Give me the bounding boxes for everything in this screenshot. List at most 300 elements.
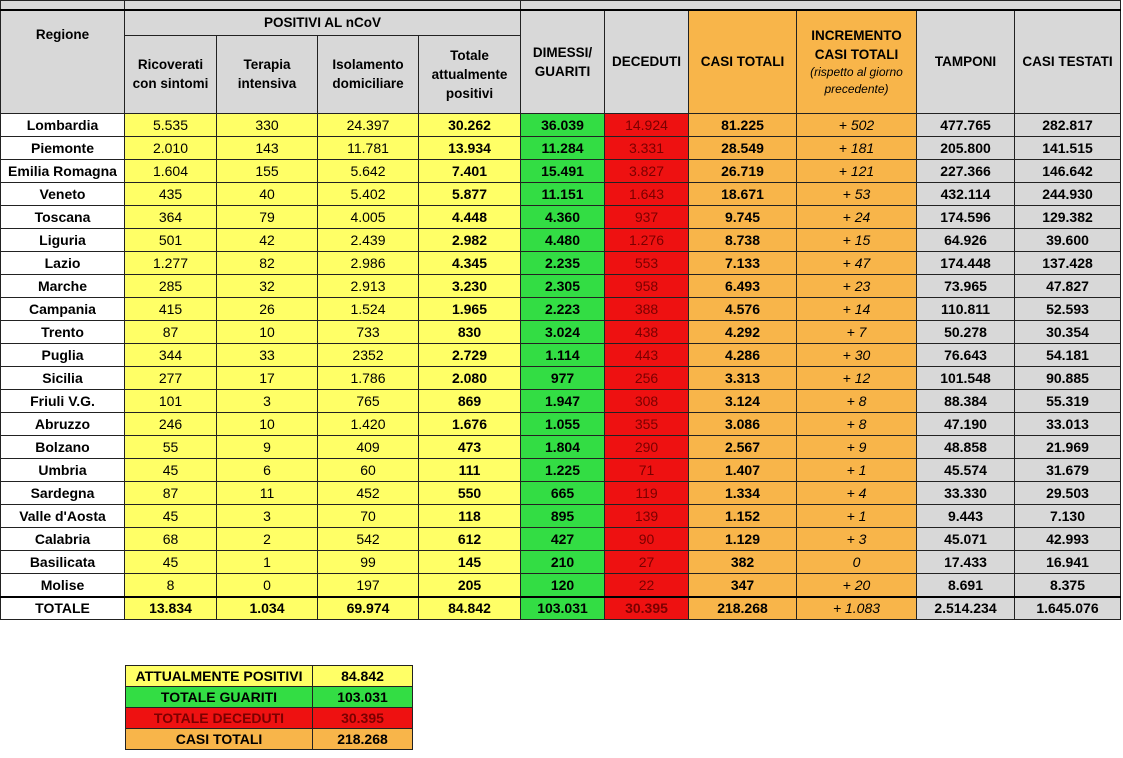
dimessi-cell: 895 bbox=[521, 504, 605, 527]
ricoverati-cell: 1.277 bbox=[125, 251, 217, 274]
totale-dimessi: 103.031 bbox=[521, 597, 605, 620]
deceduti-cell: 14.924 bbox=[605, 113, 689, 136]
tamponi-cell: 64.926 bbox=[917, 228, 1015, 251]
header-incremento-line2: CASI TOTALI bbox=[814, 46, 899, 62]
dimessi-cell: 427 bbox=[521, 527, 605, 550]
casi-totali-cell: 8.738 bbox=[689, 228, 797, 251]
totale-positivi-cell: 2.982 bbox=[419, 228, 521, 251]
deceduti-cell: 443 bbox=[605, 343, 689, 366]
ricoverati-cell: 55 bbox=[125, 435, 217, 458]
terapia-cell: 40 bbox=[217, 182, 318, 205]
header-positivi-group: POSITIVI AL nCoV bbox=[125, 10, 521, 35]
isolamento-cell: 11.781 bbox=[318, 136, 419, 159]
header-incremento bbox=[797, 10, 917, 113]
totale-positivi-cell: 1.965 bbox=[419, 297, 521, 320]
deceduti-cell: 553 bbox=[605, 251, 689, 274]
terapia-cell: 10 bbox=[217, 412, 318, 435]
header-totale-line3: positivi bbox=[445, 85, 494, 101]
incremento-cell: + 20 bbox=[797, 573, 917, 597]
totale-tamponi: 2.514.234 bbox=[917, 597, 1015, 620]
header-ricoverati-line1: Ricoverati bbox=[137, 57, 204, 72]
region-name: Puglia bbox=[1, 343, 125, 366]
casi-testati-cell: 282.817 bbox=[1015, 113, 1121, 136]
casi-testati-cell: 146.642 bbox=[1015, 159, 1121, 182]
casi-totali-cell: 1.334 bbox=[689, 481, 797, 504]
casi-totali-cell: 18.671 bbox=[689, 182, 797, 205]
isolamento-cell: 2.913 bbox=[318, 274, 419, 297]
table-row bbox=[1, 573, 1121, 597]
casi-testati-cell: 31.679 bbox=[1015, 458, 1121, 481]
ricoverati-cell: 68 bbox=[125, 527, 217, 550]
casi-testati-cell: 54.181 bbox=[1015, 343, 1121, 366]
totale-ricoverati: 13.834 bbox=[125, 597, 217, 620]
casi-totali-cell: 3.086 bbox=[689, 412, 797, 435]
deceduti-cell: 937 bbox=[605, 205, 689, 228]
incremento-cell: + 47 bbox=[797, 251, 917, 274]
table-row bbox=[1, 366, 1121, 389]
tamponi-cell: 227.366 bbox=[917, 159, 1015, 182]
totale-casi-totali: 218.268 bbox=[689, 597, 797, 620]
region-name: Marche bbox=[1, 274, 125, 297]
incremento-cell: + 181 bbox=[797, 136, 917, 159]
deceduti-cell: 308 bbox=[605, 389, 689, 412]
deceduti-cell: 438 bbox=[605, 320, 689, 343]
header-terapia-line2: intensiva bbox=[237, 76, 297, 91]
terapia-cell: 6 bbox=[217, 458, 318, 481]
header-ricoverati-line2: con sintomi bbox=[132, 76, 209, 91]
casi-totali-cell: 1.152 bbox=[689, 504, 797, 527]
totale-casi-testati: 1.645.076 bbox=[1015, 597, 1121, 620]
isolamento-cell: 197 bbox=[318, 573, 419, 597]
dimessi-cell: 11.284 bbox=[521, 136, 605, 159]
totale-positivi-cell: 830 bbox=[419, 320, 521, 343]
terapia-cell: 33 bbox=[217, 343, 318, 366]
casi-totali-cell: 81.225 bbox=[689, 113, 797, 136]
tamponi-cell: 110.811 bbox=[917, 297, 1015, 320]
ricoverati-cell: 364 bbox=[125, 205, 217, 228]
deceduti-cell: 27 bbox=[605, 550, 689, 573]
dimessi-cell: 1.804 bbox=[521, 435, 605, 458]
totale-deceduti: 30.395 bbox=[605, 597, 689, 620]
tamponi-cell: 101.548 bbox=[917, 366, 1015, 389]
totale-incremento: + 1.083 bbox=[797, 597, 917, 620]
terapia-cell: 0 bbox=[217, 573, 318, 597]
summary-value: 84.842 bbox=[313, 666, 413, 687]
table-row bbox=[1, 343, 1121, 366]
terapia-cell: 42 bbox=[217, 228, 318, 251]
dimessi-cell: 665 bbox=[521, 481, 605, 504]
totale-label: TOTALE bbox=[1, 597, 125, 620]
casi-totali-cell: 4.286 bbox=[689, 343, 797, 366]
deceduti-cell: 119 bbox=[605, 481, 689, 504]
casi-totali-cell: 28.549 bbox=[689, 136, 797, 159]
table-row bbox=[1, 228, 1121, 251]
ricoverati-cell: 101 bbox=[125, 389, 217, 412]
summary-row bbox=[126, 687, 413, 708]
casi-testati-cell: 129.382 bbox=[1015, 205, 1121, 228]
header-isolamento-line1: Isolamento bbox=[332, 57, 404, 72]
header-dimessi-line2: GUARITI bbox=[534, 63, 591, 79]
ricoverati-cell: 277 bbox=[125, 366, 217, 389]
tamponi-cell: 48.858 bbox=[917, 435, 1015, 458]
tamponi-cell: 73.965 bbox=[917, 274, 1015, 297]
terapia-cell: 11 bbox=[217, 481, 318, 504]
deceduti-cell: 388 bbox=[605, 297, 689, 320]
casi-testati-cell: 16.941 bbox=[1015, 550, 1121, 573]
ricoverati-cell: 45 bbox=[125, 550, 217, 573]
dimessi-cell: 977 bbox=[521, 366, 605, 389]
dimessi-cell: 2.223 bbox=[521, 297, 605, 320]
ricoverati-cell: 45 bbox=[125, 458, 217, 481]
terapia-cell: 79 bbox=[217, 205, 318, 228]
incremento-cell: + 15 bbox=[797, 228, 917, 251]
isolamento-cell: 5.642 bbox=[318, 159, 419, 182]
incremento-cell: 0 bbox=[797, 550, 917, 573]
isolamento-cell: 2.986 bbox=[318, 251, 419, 274]
deceduti-cell: 3.827 bbox=[605, 159, 689, 182]
terapia-cell: 330 bbox=[217, 113, 318, 136]
isolamento-cell: 4.005 bbox=[318, 205, 419, 228]
header-terapia bbox=[217, 35, 318, 113]
deceduti-cell: 1.643 bbox=[605, 182, 689, 205]
summary-row bbox=[126, 666, 413, 687]
header-incremento-line1: INCREMENTO bbox=[811, 27, 902, 43]
table-row bbox=[1, 389, 1121, 412]
deceduti-cell: 22 bbox=[605, 573, 689, 597]
totale-positivi-cell: 473 bbox=[419, 435, 521, 458]
terapia-cell: 17 bbox=[217, 366, 318, 389]
ricoverati-cell: 344 bbox=[125, 343, 217, 366]
header-dimessi bbox=[521, 10, 605, 113]
header-top-strip bbox=[125, 1, 521, 11]
terapia-cell: 82 bbox=[217, 251, 318, 274]
dimessi-cell: 1.055 bbox=[521, 412, 605, 435]
casi-totali-cell: 6.493 bbox=[689, 274, 797, 297]
incremento-cell: + 14 bbox=[797, 297, 917, 320]
tamponi-cell: 477.765 bbox=[917, 113, 1015, 136]
table-row bbox=[1, 504, 1121, 527]
dimessi-cell: 4.360 bbox=[521, 205, 605, 228]
casi-totali-cell: 3.124 bbox=[689, 389, 797, 412]
dimessi-cell: 15.491 bbox=[521, 159, 605, 182]
terapia-cell: 32 bbox=[217, 274, 318, 297]
dimessi-cell: 4.480 bbox=[521, 228, 605, 251]
totale-positivi-cell: 5.877 bbox=[419, 182, 521, 205]
totale-positivi-cell: 111 bbox=[419, 458, 521, 481]
region-name: Bolzano bbox=[1, 435, 125, 458]
totale-isolamento: 69.974 bbox=[318, 597, 419, 620]
header-top-strip bbox=[1, 1, 125, 11]
table-body bbox=[1, 113, 1121, 597]
totale-positivi-cell: 612 bbox=[419, 527, 521, 550]
isolamento-cell: 24.397 bbox=[318, 113, 419, 136]
table-row bbox=[1, 320, 1121, 343]
totale-row bbox=[1, 597, 1121, 620]
terapia-cell: 155 bbox=[217, 159, 318, 182]
summary-label: CASI TOTALI bbox=[126, 729, 313, 750]
isolamento-cell: 1.420 bbox=[318, 412, 419, 435]
header-deceduti: DECEDUTI bbox=[605, 10, 689, 113]
header-isolamento-line2: domiciliare bbox=[332, 76, 404, 91]
header-regione: Regione bbox=[1, 10, 125, 113]
tamponi-cell: 47.190 bbox=[917, 412, 1015, 435]
tamponi-cell: 50.278 bbox=[917, 320, 1015, 343]
ricoverati-cell: 435 bbox=[125, 182, 217, 205]
casi-testati-cell: 42.993 bbox=[1015, 527, 1121, 550]
casi-testati-cell: 33.013 bbox=[1015, 412, 1121, 435]
tamponi-cell: 174.596 bbox=[917, 205, 1015, 228]
header-totale-positivi bbox=[419, 35, 521, 113]
table-row bbox=[1, 159, 1121, 182]
dimessi-cell: 120 bbox=[521, 573, 605, 597]
region-name: Calabria bbox=[1, 527, 125, 550]
header-dimessi-line1: DIMESSI/ bbox=[532, 44, 593, 60]
totale-positivi-cell: 205 bbox=[419, 573, 521, 597]
casi-testati-cell: 47.827 bbox=[1015, 274, 1121, 297]
tamponi-cell: 8.691 bbox=[917, 573, 1015, 597]
tamponi-cell: 174.448 bbox=[917, 251, 1015, 274]
header-incremento-line4: precedente) bbox=[824, 81, 889, 96]
tamponi-cell: 432.114 bbox=[917, 182, 1015, 205]
dimessi-cell: 210 bbox=[521, 550, 605, 573]
deceduti-cell: 1.276 bbox=[605, 228, 689, 251]
header-isolamento bbox=[318, 35, 419, 113]
casi-testati-cell: 7.130 bbox=[1015, 504, 1121, 527]
casi-testati-cell: 137.428 bbox=[1015, 251, 1121, 274]
totale-positivi-cell: 4.448 bbox=[419, 205, 521, 228]
incremento-cell: + 7 bbox=[797, 320, 917, 343]
region-name: Basilicata bbox=[1, 550, 125, 573]
casi-testati-cell: 55.319 bbox=[1015, 389, 1121, 412]
table-row bbox=[1, 527, 1121, 550]
ricoverati-cell: 87 bbox=[125, 320, 217, 343]
incremento-cell: + 1 bbox=[797, 504, 917, 527]
dimessi-cell: 1.114 bbox=[521, 343, 605, 366]
isolamento-cell: 733 bbox=[318, 320, 419, 343]
incremento-cell: + 4 bbox=[797, 481, 917, 504]
region-name: Abruzzo bbox=[1, 412, 125, 435]
ricoverati-cell: 285 bbox=[125, 274, 217, 297]
table-row bbox=[1, 297, 1121, 320]
isolamento-cell: 2352 bbox=[318, 343, 419, 366]
tamponi-cell: 33.330 bbox=[917, 481, 1015, 504]
totale-positivi-cell: 13.934 bbox=[419, 136, 521, 159]
terapia-cell: 9 bbox=[217, 435, 318, 458]
casi-testati-cell: 52.593 bbox=[1015, 297, 1121, 320]
totale-positivi-cell: 1.676 bbox=[419, 412, 521, 435]
tamponi-cell: 205.800 bbox=[917, 136, 1015, 159]
table-row bbox=[1, 458, 1121, 481]
casi-testati-cell: 29.503 bbox=[1015, 481, 1121, 504]
isolamento-cell: 60 bbox=[318, 458, 419, 481]
region-name: Molise bbox=[1, 573, 125, 597]
ricoverati-cell: 8 bbox=[125, 573, 217, 597]
casi-testati-cell: 21.969 bbox=[1015, 435, 1121, 458]
dimessi-cell: 2.305 bbox=[521, 274, 605, 297]
ricoverati-cell: 5.535 bbox=[125, 113, 217, 136]
totale-positivi: 84.842 bbox=[419, 597, 521, 620]
casi-totali-cell: 4.292 bbox=[689, 320, 797, 343]
dimessi-cell: 36.039 bbox=[521, 113, 605, 136]
incremento-cell: + 3 bbox=[797, 527, 917, 550]
tamponi-cell: 9.443 bbox=[917, 504, 1015, 527]
incremento-cell: + 53 bbox=[797, 182, 917, 205]
dimessi-cell: 3.024 bbox=[521, 320, 605, 343]
deceduti-cell: 3.331 bbox=[605, 136, 689, 159]
isolamento-cell: 99 bbox=[318, 550, 419, 573]
casi-testati-cell: 141.515 bbox=[1015, 136, 1121, 159]
ricoverati-cell: 87 bbox=[125, 481, 217, 504]
totale-positivi-cell: 7.401 bbox=[419, 159, 521, 182]
isolamento-cell: 5.402 bbox=[318, 182, 419, 205]
totale-terapia: 1.034 bbox=[217, 597, 318, 620]
totale-positivi-cell: 145 bbox=[419, 550, 521, 573]
summary-value: 103.031 bbox=[313, 687, 413, 708]
totale-positivi-cell: 3.230 bbox=[419, 274, 521, 297]
tamponi-cell: 45.071 bbox=[917, 527, 1015, 550]
casi-totali-cell: 9.745 bbox=[689, 205, 797, 228]
region-name: Valle d'Aosta bbox=[1, 504, 125, 527]
terapia-cell: 1 bbox=[217, 550, 318, 573]
terapia-cell: 143 bbox=[217, 136, 318, 159]
tamponi-cell: 45.574 bbox=[917, 458, 1015, 481]
terapia-cell: 26 bbox=[217, 297, 318, 320]
totale-positivi-cell: 2.080 bbox=[419, 366, 521, 389]
table-row bbox=[1, 274, 1121, 297]
casi-totali-cell: 7.133 bbox=[689, 251, 797, 274]
isolamento-cell: 765 bbox=[318, 389, 419, 412]
isolamento-cell: 542 bbox=[318, 527, 419, 550]
incremento-cell: + 8 bbox=[797, 389, 917, 412]
terapia-cell: 2 bbox=[217, 527, 318, 550]
deceduti-cell: 355 bbox=[605, 412, 689, 435]
deceduti-cell: 71 bbox=[605, 458, 689, 481]
table-row bbox=[1, 550, 1121, 573]
tamponi-cell: 88.384 bbox=[917, 389, 1015, 412]
casi-totali-cell: 3.313 bbox=[689, 366, 797, 389]
deceduti-cell: 290 bbox=[605, 435, 689, 458]
region-name: Sicilia bbox=[1, 366, 125, 389]
table-row bbox=[1, 136, 1121, 159]
casi-testati-cell: 39.600 bbox=[1015, 228, 1121, 251]
table-row bbox=[1, 113, 1121, 136]
casi-testati-cell: 30.354 bbox=[1015, 320, 1121, 343]
region-name: Piemonte bbox=[1, 136, 125, 159]
casi-totali-cell: 382 bbox=[689, 550, 797, 573]
isolamento-cell: 452 bbox=[318, 481, 419, 504]
isolamento-cell: 2.439 bbox=[318, 228, 419, 251]
header-totale-line2: attualmente bbox=[431, 66, 508, 82]
region-name: Friuli V.G. bbox=[1, 389, 125, 412]
isolamento-cell: 70 bbox=[318, 504, 419, 527]
table-row bbox=[1, 412, 1121, 435]
header-ricoverati bbox=[125, 35, 217, 113]
incremento-cell: + 30 bbox=[797, 343, 917, 366]
header-tamponi: TAMPONI bbox=[917, 10, 1015, 113]
region-name: Sardegna bbox=[1, 481, 125, 504]
totale-positivi-cell: 869 bbox=[419, 389, 521, 412]
summary-label: ATTUALMENTE POSITIVI bbox=[126, 666, 313, 687]
deceduti-cell: 139 bbox=[605, 504, 689, 527]
region-name: Veneto bbox=[1, 182, 125, 205]
isolamento-cell: 409 bbox=[318, 435, 419, 458]
header-terapia-line1: Terapia bbox=[243, 57, 291, 72]
region-name: Umbria bbox=[1, 458, 125, 481]
ricoverati-cell: 501 bbox=[125, 228, 217, 251]
casi-totali-cell: 2.567 bbox=[689, 435, 797, 458]
table-row bbox=[1, 182, 1121, 205]
tamponi-cell: 17.433 bbox=[917, 550, 1015, 573]
casi-totali-cell: 4.576 bbox=[689, 297, 797, 320]
region-name: Liguria bbox=[1, 228, 125, 251]
summary-label: TOTALE DECEDUTI bbox=[126, 708, 313, 729]
terapia-cell: 3 bbox=[217, 389, 318, 412]
summary-value: 30.395 bbox=[313, 708, 413, 729]
incremento-cell: + 9 bbox=[797, 435, 917, 458]
region-name: Toscana bbox=[1, 205, 125, 228]
totale-positivi-cell: 118 bbox=[419, 504, 521, 527]
terapia-cell: 10 bbox=[217, 320, 318, 343]
header-casi-totali: CASI TOTALI bbox=[689, 10, 797, 113]
dimessi-cell: 1.947 bbox=[521, 389, 605, 412]
terapia-cell: 3 bbox=[217, 504, 318, 527]
table-row bbox=[1, 435, 1121, 458]
incremento-cell: + 12 bbox=[797, 366, 917, 389]
casi-totali-cell: 26.719 bbox=[689, 159, 797, 182]
header-top-strip bbox=[521, 1, 1121, 11]
casi-totali-cell: 1.407 bbox=[689, 458, 797, 481]
incremento-cell: + 502 bbox=[797, 113, 917, 136]
tamponi-cell: 76.643 bbox=[917, 343, 1015, 366]
region-name: Emilia Romagna bbox=[1, 159, 125, 182]
region-name: Lazio bbox=[1, 251, 125, 274]
casi-testati-cell: 90.885 bbox=[1015, 366, 1121, 389]
summary-value: 218.268 bbox=[313, 729, 413, 750]
casi-testati-cell: 244.930 bbox=[1015, 182, 1121, 205]
deceduti-cell: 256 bbox=[605, 366, 689, 389]
header-incremento-line3: (rispetto al giorno bbox=[810, 64, 903, 79]
totale-positivi-cell: 550 bbox=[419, 481, 521, 504]
totale-positivi-cell: 2.729 bbox=[419, 343, 521, 366]
casi-totali-cell: 347 bbox=[689, 573, 797, 597]
table-row bbox=[1, 205, 1121, 228]
dimessi-cell: 2.235 bbox=[521, 251, 605, 274]
totale-positivi-cell: 30.262 bbox=[419, 113, 521, 136]
ricoverati-cell: 1.604 bbox=[125, 159, 217, 182]
ricoverati-cell: 45 bbox=[125, 504, 217, 527]
ricoverati-cell: 246 bbox=[125, 412, 217, 435]
dimessi-cell: 11.151 bbox=[521, 182, 605, 205]
totale-positivi-cell: 4.345 bbox=[419, 251, 521, 274]
table-row bbox=[1, 251, 1121, 274]
header-totale-line1: Totale bbox=[450, 47, 489, 63]
incremento-cell: + 1 bbox=[797, 458, 917, 481]
deceduti-cell: 958 bbox=[605, 274, 689, 297]
header-casi-testati: CASI TESTATI bbox=[1015, 10, 1121, 113]
region-name: Campania bbox=[1, 297, 125, 320]
region-name: Trento bbox=[1, 320, 125, 343]
summary-label: TOTALE GUARITI bbox=[126, 687, 313, 708]
isolamento-cell: 1.786 bbox=[318, 366, 419, 389]
summary-row bbox=[126, 708, 413, 729]
summary-table bbox=[125, 665, 413, 750]
ricoverati-cell: 415 bbox=[125, 297, 217, 320]
region-name: Lombardia bbox=[1, 113, 125, 136]
summary-row bbox=[126, 729, 413, 750]
isolamento-cell: 1.524 bbox=[318, 297, 419, 320]
incremento-cell: + 8 bbox=[797, 412, 917, 435]
casi-totali-cell: 1.129 bbox=[689, 527, 797, 550]
